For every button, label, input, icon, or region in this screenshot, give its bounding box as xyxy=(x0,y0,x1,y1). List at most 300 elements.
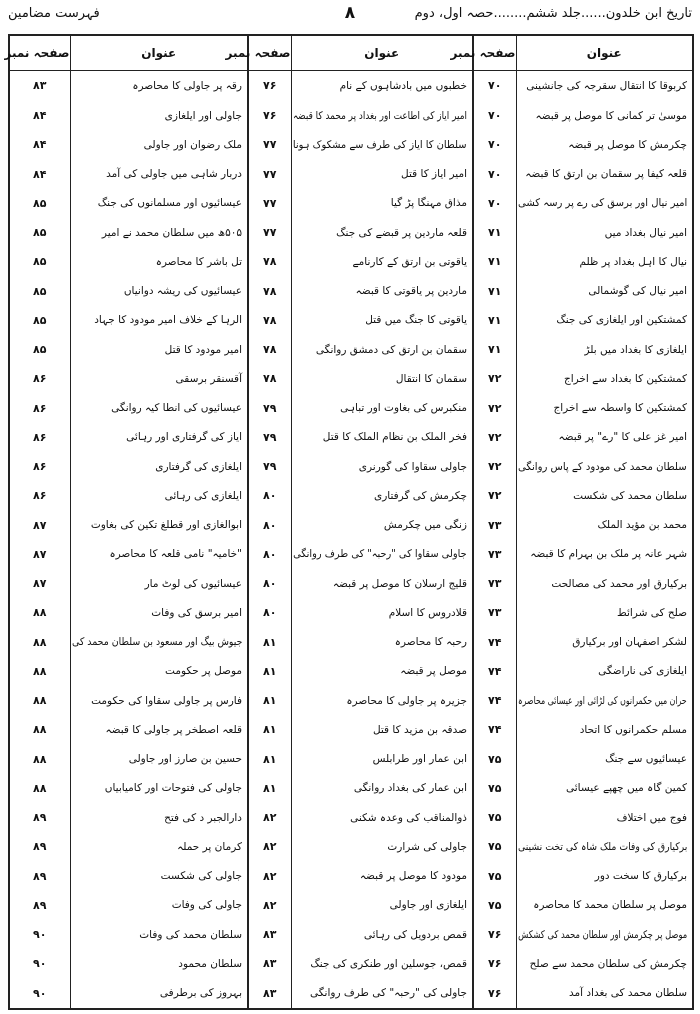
entry-title-text: برکیارق اور محمد کی مصالحت xyxy=(551,577,687,590)
entry-title xyxy=(70,393,248,422)
entry-title xyxy=(291,540,473,569)
entry-title-text: کمشتکین کا واسطہ سے اخراج xyxy=(553,402,687,414)
entry-title xyxy=(291,803,473,832)
page-header: صفحہ نمبر xyxy=(10,36,70,71)
entry-title xyxy=(70,481,248,510)
entry-title-text: لشکر اصفہان اور برکیارق xyxy=(572,636,687,648)
entry-title-text: موصل پر چکرمش اور سلطان محمد کی کشکش xyxy=(517,928,687,941)
entry-title xyxy=(291,920,473,949)
entry-title xyxy=(291,774,473,803)
entry-title-text: سلطان کا ایاز کی طرف سے مشکوک ہونا xyxy=(293,138,467,151)
entry-title-text: ایلغازی اور جاولی xyxy=(389,899,467,912)
entry-title xyxy=(516,71,692,101)
entry-title xyxy=(516,598,692,627)
entry-title-text: مسلم حکمرانوں کا اتحاد xyxy=(579,723,687,736)
entry-title-text: امیر نیال اور برسق کی رے پر رسہ کشی xyxy=(517,197,687,210)
entry-title-text: برکیارق کی وفات ملک شاہ کی تخت نشینی xyxy=(517,840,687,853)
entry-title xyxy=(516,540,692,569)
entry-title-text: امیر غز علی کا "رے" پر قبضہ xyxy=(558,431,687,444)
entry-page: ۷۶ xyxy=(248,101,291,130)
entry-title-text: امیر برسق کی وفات xyxy=(151,606,242,619)
entry-title xyxy=(516,715,692,744)
entry-page: ۸۸ xyxy=(33,752,47,766)
entry-title xyxy=(70,276,248,305)
entry-title-text: ماردین پر یاقوتی کا قبضہ xyxy=(355,285,467,297)
table-row xyxy=(10,598,692,627)
table-row xyxy=(10,920,692,949)
entry-page: ۷۵ xyxy=(473,832,516,861)
entry-title xyxy=(291,101,473,130)
entry-title-text: چکرمش کا موصل پر قبضہ xyxy=(568,138,687,151)
entry-title-text: قلادروس کا اسلام xyxy=(388,606,467,619)
entry-page: ۸۵ xyxy=(33,343,47,356)
entry-page: ۷۹ xyxy=(248,423,291,452)
entry-title xyxy=(70,803,248,832)
entry-page: ۸۳ xyxy=(248,949,291,978)
table-row xyxy=(10,423,692,452)
table-row xyxy=(10,393,692,422)
entry-title xyxy=(70,218,248,247)
entry-title-text: قلعہ اصطخر پر جاولی کا قبضہ xyxy=(105,723,242,736)
entry-page: ۸۱ xyxy=(248,627,291,656)
entry-title-text: چکرمش کی گرفتاری xyxy=(374,489,467,502)
section-title: فہرست مضامین xyxy=(8,6,100,21)
table-row xyxy=(10,306,692,335)
entry-page: ۷۲ xyxy=(473,481,516,510)
entry-page: ۸۲ xyxy=(248,861,291,890)
entry-page: ۸۲ xyxy=(248,891,291,920)
entry-page: ۸۳ xyxy=(33,79,47,93)
entry-title xyxy=(70,744,248,773)
entry-title-text: موصل پر حکومت xyxy=(165,665,242,678)
table-row xyxy=(10,452,692,481)
table-row xyxy=(10,774,692,803)
entry-page: ۸۴ xyxy=(33,167,47,181)
page-number: ۸ xyxy=(344,3,356,23)
entry-title-text: ایلغازی کا بغداد میں بلڑ xyxy=(584,343,687,356)
entry-title xyxy=(516,744,692,773)
table-row xyxy=(10,247,692,276)
entry-page: ۸۳ xyxy=(248,978,291,1008)
entry-title-text: ابوالغازی اور قطلغ تکین کی بغاوت xyxy=(90,519,242,531)
entry-title-text: یاقوتی کا جنگ میں قتل xyxy=(365,314,467,327)
entry-page: ۸۶ xyxy=(33,372,47,386)
entry-title xyxy=(70,774,248,803)
entry-title-text: ابن عمار کی بغداد روانگی xyxy=(353,782,467,795)
entry-page: ۷۷ xyxy=(248,159,291,188)
entry-title xyxy=(516,803,692,832)
entry-title-text: کمشتکین اور ایلغازی کی جنگ xyxy=(556,314,687,327)
entry-title-text: دربار شاہی میں جاولی کی آمد xyxy=(106,168,242,180)
entry-title-text: کربوقا کا انتقال سقرجہ کی جانشینی xyxy=(526,79,687,92)
table-row xyxy=(10,364,692,393)
entry-page: ۸۸ xyxy=(33,606,47,620)
entry-title xyxy=(291,335,473,364)
entry-title xyxy=(70,657,248,686)
entry-title xyxy=(70,920,248,949)
entry-page: ۷۷ xyxy=(248,130,291,159)
entry-title-text: الرہا کے خلاف امیر مودود کا جہاد xyxy=(94,314,242,327)
page-header: صفحہ نمبر xyxy=(248,36,291,71)
entry-page: ۷۲ xyxy=(473,393,516,422)
entry-page: ۸۵ xyxy=(33,255,47,269)
entry-title-text: حران میں حکمرانوں کی لڑائی اور عیسائی محاصرہ xyxy=(518,694,687,707)
entry-page: ۸۰ xyxy=(248,540,291,569)
entry-title-text: سلطان محمد کی بغداد آمد xyxy=(568,987,687,1000)
entry-title-text: امیر نیال بغداد میں xyxy=(604,226,687,239)
title-header: عنوان xyxy=(516,36,692,71)
entry-title-text: عیسائیوں کی ریشہ دوانیاں xyxy=(123,285,242,297)
entry-title-text: سلطان محمد کی شکست xyxy=(573,489,687,502)
entry-page: ۷۶ xyxy=(248,71,291,101)
entry-title xyxy=(516,891,692,920)
entry-title xyxy=(516,657,692,686)
entry-title xyxy=(516,627,692,656)
entry-page: ۸۰ xyxy=(248,598,291,627)
table-row xyxy=(10,803,692,832)
entry-title-text: عیسائیوں اور مسلمانوں کی جنگ xyxy=(97,197,242,210)
entry-page: ۷۳ xyxy=(473,569,516,598)
entry-title-text: امیر ایاز کی اطاعت اور بغداد پر محمد کا قبضہ xyxy=(292,109,467,122)
title-header: عنوان xyxy=(291,36,473,71)
entry-title-text: ایلغازی کی رہائی xyxy=(164,489,242,502)
entry-title xyxy=(291,657,473,686)
entry-title-text: جاولی کی "رحبہ" کی طرف روانگی xyxy=(309,987,467,1000)
entry-title xyxy=(291,832,473,861)
table-row xyxy=(10,218,692,247)
entry-title xyxy=(516,481,692,510)
table-row xyxy=(10,949,692,978)
entry-title-text: عیسائیوں سے جنگ xyxy=(605,753,687,765)
entry-page: ۸۵ xyxy=(33,226,47,239)
entry-page: ۷۱ xyxy=(473,276,516,305)
entry-title xyxy=(291,452,473,481)
entry-title xyxy=(291,481,473,510)
entry-page: ۷۱ xyxy=(473,306,516,335)
entry-title-text: ملک رضوان اور جاولی xyxy=(143,138,242,151)
book-title: تاریخ ابن خلدون......جلد ششم........حصہ اول، دوم xyxy=(414,6,692,21)
entry-page: ۸۴ xyxy=(33,109,47,122)
entry-title xyxy=(70,335,248,364)
entry-title xyxy=(70,978,248,1008)
entry-page: ۷۵ xyxy=(473,861,516,890)
entry-title-text: امیر نیال کی گوشمالی xyxy=(588,285,687,297)
entry-title-text: ابن عمار اور طرابلس xyxy=(372,753,467,765)
contents-table xyxy=(4,36,692,1008)
entry-title-text: قلیج ارسلان کا موصل پر قبضہ xyxy=(332,577,467,590)
entry-page: ۸۳ xyxy=(248,920,291,949)
entry-page: ۷۳ xyxy=(473,540,516,569)
entry-title xyxy=(291,715,473,744)
entry-title xyxy=(291,189,473,218)
entry-title xyxy=(291,130,473,159)
entry-page: ۷۷ xyxy=(248,189,291,218)
entry-title-text: سلطان محمود xyxy=(178,957,242,970)
entry-title-text: سقمان بن ارتق کی دمشق روانگی xyxy=(315,343,467,356)
table-row xyxy=(10,744,692,773)
entry-title-text: دارالجبر د کی فتح xyxy=(164,811,242,824)
entry-title xyxy=(516,861,692,890)
table-row xyxy=(10,159,692,188)
entry-page: ۷۹ xyxy=(248,452,291,481)
table-row xyxy=(10,978,692,1008)
entry-title xyxy=(516,978,692,1008)
entry-title-text: امیر ایاز کا قتل xyxy=(401,168,467,180)
entry-page: ۷۱ xyxy=(473,335,516,364)
entry-title xyxy=(516,364,692,393)
entry-title xyxy=(516,423,692,452)
entry-page: ۸۹ xyxy=(33,869,47,883)
entry-title xyxy=(70,686,248,715)
title-header: عنوان xyxy=(70,36,248,71)
entry-title xyxy=(70,189,248,218)
entry-title-text: فخر الملک بن نظام الملک کا قتل xyxy=(322,431,467,444)
entry-title xyxy=(291,978,473,1008)
table-row xyxy=(10,510,692,539)
entry-page: ۸۹ xyxy=(33,840,47,854)
entry-title xyxy=(291,393,473,422)
contents-table-frame xyxy=(4,34,694,1010)
entry-title xyxy=(516,510,692,539)
entry-page: ۷۲ xyxy=(473,452,516,481)
entry-title-text: ۵۰۵ھ میں سلطان محمد نے امیر xyxy=(101,226,242,239)
table-row xyxy=(10,891,692,920)
entry-page: ۷۹ xyxy=(248,393,291,422)
entry-page: ۷۶ xyxy=(473,920,516,949)
entry-page: ۷۵ xyxy=(473,891,516,920)
entry-title-text: حسین بن صارز اور جاولی xyxy=(128,753,242,765)
entry-page: ۹۰ xyxy=(33,957,47,971)
entry-title-text: منکبرس کی بغاوت اور تباہی xyxy=(340,402,467,414)
table-row xyxy=(10,189,692,218)
entry-page: ۷۰ xyxy=(473,130,516,159)
entry-title-text: قلعہ کیفا پر سقمان بن ارتق کا قبضہ xyxy=(525,168,687,180)
entry-title xyxy=(70,101,248,130)
entry-page: ۸۸ xyxy=(33,694,47,707)
entry-page: ۷۸ xyxy=(248,276,291,305)
entry-page: ۸۲ xyxy=(248,832,291,861)
entry-title-text: جیوش بیگ اور مسعود بن سلطان محمد کی xyxy=(71,636,242,648)
entry-page: ۷۴ xyxy=(473,686,516,715)
entry-page: ۷۵ xyxy=(473,744,516,773)
table-row xyxy=(10,861,692,890)
entry-title xyxy=(70,598,248,627)
entry-title-text: جاولی کی وفات xyxy=(171,899,242,912)
entry-title-text: جزیرہ پر جاولی کا محاصرہ xyxy=(346,694,467,707)
entry-title xyxy=(291,627,473,656)
entry-title xyxy=(70,540,248,569)
entry-page: ۸۷ xyxy=(33,518,47,532)
entry-title-text: تل باشر کا محاصرہ xyxy=(155,255,242,268)
contents-body xyxy=(10,71,692,1009)
entry-title xyxy=(291,423,473,452)
entry-page: ۷۸ xyxy=(248,335,291,364)
entry-title-text: بہروز کی برطرفی xyxy=(159,987,242,1000)
entry-page: ۸۶ xyxy=(33,489,47,503)
entry-title xyxy=(291,598,473,627)
entry-page: ۹۰ xyxy=(33,986,47,1000)
entry-title xyxy=(70,715,248,744)
table-row xyxy=(10,657,692,686)
entry-title-text: صدقہ بن مزید کا قتل xyxy=(372,723,467,736)
entry-title-text: عیسائیوں کی انطا کیہ روانگی xyxy=(111,402,242,414)
entry-title-text: جاولی کی فتوحات اور کامیابیاں xyxy=(104,782,242,795)
entry-title-text: زنگی میں چکرمش xyxy=(383,519,467,531)
table-row xyxy=(10,627,692,656)
entry-title-text: شہر عانہ پر ملک بن بہرام کا قبضہ xyxy=(530,548,687,561)
entry-page: ۷۶ xyxy=(473,978,516,1008)
entry-page: ۸۲ xyxy=(248,803,291,832)
entry-title-text: برکیارق کا سخت دور xyxy=(594,870,687,882)
entry-title-text: ذوالمناقب کی وعدہ شکنی xyxy=(350,811,467,824)
table-row xyxy=(10,71,692,101)
entry-title-text: سقمان کا انتقال xyxy=(395,372,467,385)
entry-title xyxy=(70,510,248,539)
entry-page: ۸۶ xyxy=(33,401,47,415)
entry-title xyxy=(516,949,692,978)
entry-page: ۷۸ xyxy=(248,306,291,335)
entry-title xyxy=(291,744,473,773)
entry-title xyxy=(70,891,248,920)
entry-title xyxy=(70,861,248,890)
page-header: صفحہ نمبر xyxy=(473,36,516,71)
entry-title-text: جاولی سقاوا کی "رحبہ" کی طرف روانگی xyxy=(293,548,467,561)
entry-title xyxy=(70,627,248,656)
entry-page: ۸۸ xyxy=(33,781,47,795)
table-row xyxy=(10,130,692,159)
entry-title-text: سلطان محمد کی مودود کے پاس روانگی xyxy=(518,460,687,473)
entry-title xyxy=(516,393,692,422)
table-row xyxy=(10,335,692,364)
table-row xyxy=(10,101,692,130)
entry-title xyxy=(291,510,473,539)
entry-title xyxy=(516,569,692,598)
entry-title xyxy=(70,306,248,335)
entry-page: ۸۰ xyxy=(248,569,291,598)
entry-page: ۷۸ xyxy=(248,247,291,276)
entry-page: ۸۷ xyxy=(33,547,47,561)
entry-title-text: رحبہ کا محاصرہ xyxy=(394,636,467,648)
entry-page: ۷۲ xyxy=(473,423,516,452)
table-row xyxy=(10,832,692,861)
entry-page: ۸۸ xyxy=(33,723,47,737)
entry-title xyxy=(516,686,692,715)
entry-page: ۹۰ xyxy=(33,928,47,941)
entry-title-text: "خامیہ" نامی قلعہ کا محاصرہ xyxy=(109,548,242,561)
entry-page: ۷۱ xyxy=(473,247,516,276)
entry-title-text: جاولی کی شکست xyxy=(160,870,242,882)
entry-page: ۸۷ xyxy=(33,577,47,590)
header-row xyxy=(10,36,692,71)
entry-page: ۸۶ xyxy=(33,430,47,444)
table-row xyxy=(10,481,692,510)
entry-page: ۸۶ xyxy=(33,460,47,473)
entry-title-text: جاولی اور ایلغازی xyxy=(164,109,242,122)
entry-page: ۸۹ xyxy=(33,811,47,824)
entry-page: ۷۸ xyxy=(248,364,291,393)
entry-title-text: ایاز کی گرفتاری اور رہائی xyxy=(126,431,242,444)
entry-title xyxy=(291,71,473,101)
entry-title xyxy=(291,364,473,393)
entry-title xyxy=(516,189,692,218)
entry-title xyxy=(516,130,692,159)
entry-title-text: موصل پر سلطان محمد کا محاصرہ xyxy=(533,899,687,912)
entry-page: ۷۱ xyxy=(473,218,516,247)
entry-page: ۸۱ xyxy=(248,715,291,744)
entry-title xyxy=(70,452,248,481)
entry-title-text: نیال کا اہل بغداد پر ظلم xyxy=(579,255,687,268)
entry-title-text: رقہ پر جاولی کا محاصرہ xyxy=(132,79,242,92)
entry-title xyxy=(291,569,473,598)
entry-page: ۷۴ xyxy=(473,657,516,686)
entry-title-text: قمص بردویل کی رہائی xyxy=(363,928,467,941)
entry-title-text: جاولی کی شرارت xyxy=(387,840,467,853)
entry-page: ۸۱ xyxy=(248,774,291,803)
entry-title-text: ایلغازی کی ناراضگی xyxy=(598,665,687,678)
entry-title-text: ایلغازی کی گرفتاری xyxy=(155,460,242,473)
entry-title-text: یاقوتی بن ارتق کے کارنامے xyxy=(352,255,467,268)
entry-page: ۷۷ xyxy=(248,218,291,247)
entry-page: ۸۸ xyxy=(33,635,47,649)
entry-page: ۸۵ xyxy=(33,196,47,210)
entry-title-text: سلطان محمد کی وفات xyxy=(139,928,242,941)
entry-title-text: عیسائیوں کی لوٹ مار xyxy=(144,577,242,590)
entry-title xyxy=(516,335,692,364)
table-row xyxy=(10,276,692,305)
entry-title-text: کمین گاہ میں چھپے عیسائی xyxy=(565,782,687,795)
entry-page: ۸۱ xyxy=(248,744,291,773)
entry-title xyxy=(291,949,473,978)
entry-title xyxy=(70,71,248,101)
entry-title xyxy=(516,218,692,247)
entry-page: ۷۰ xyxy=(473,71,516,101)
entry-title xyxy=(291,218,473,247)
entry-title xyxy=(516,774,692,803)
entry-title xyxy=(291,247,473,276)
entry-page: ۷۵ xyxy=(473,774,516,803)
entry-page: ۸۵ xyxy=(33,313,47,327)
entry-title xyxy=(70,247,248,276)
entry-title-text: مذاق مہنگا پڑ گیا xyxy=(390,197,467,210)
entry-title xyxy=(70,159,248,188)
table-row xyxy=(10,540,692,569)
entry-title xyxy=(70,949,248,978)
entry-page: ۷۲ xyxy=(473,364,516,393)
page-header xyxy=(6,2,694,32)
entry-page: ۷۵ xyxy=(473,803,516,832)
entry-title xyxy=(70,364,248,393)
entry-page: ۸۵ xyxy=(33,284,47,298)
entry-page: ۸۱ xyxy=(248,686,291,715)
entry-title-text: چکرمش کی سلطان محمد سے صلح xyxy=(529,957,687,970)
entry-title xyxy=(516,920,692,949)
entry-title-text: کمشتکین کا بغداد سے اخراج xyxy=(563,372,687,385)
entry-title-text: کرمان پر حملہ xyxy=(177,840,242,853)
entry-page: ۸۰ xyxy=(248,481,291,510)
entry-title-text: محمد بن مؤید الملک xyxy=(597,519,687,531)
entry-page: ۷۳ xyxy=(473,510,516,539)
entry-page: ۷۳ xyxy=(473,598,516,627)
entry-title-text: موصل پر قبضہ xyxy=(400,665,467,678)
entry-page: ۸۱ xyxy=(248,657,291,686)
entry-title-text: صلح کی شرائط xyxy=(617,606,687,619)
entry-title xyxy=(291,861,473,890)
entry-title-text: مودود کا موصل پر قبضہ xyxy=(359,870,467,882)
entry-page: ۷۰ xyxy=(473,159,516,188)
entry-title xyxy=(291,891,473,920)
entry-title xyxy=(516,306,692,335)
entry-title-text: فارس پر جاولی سقاوا کی حکومت xyxy=(91,694,242,707)
